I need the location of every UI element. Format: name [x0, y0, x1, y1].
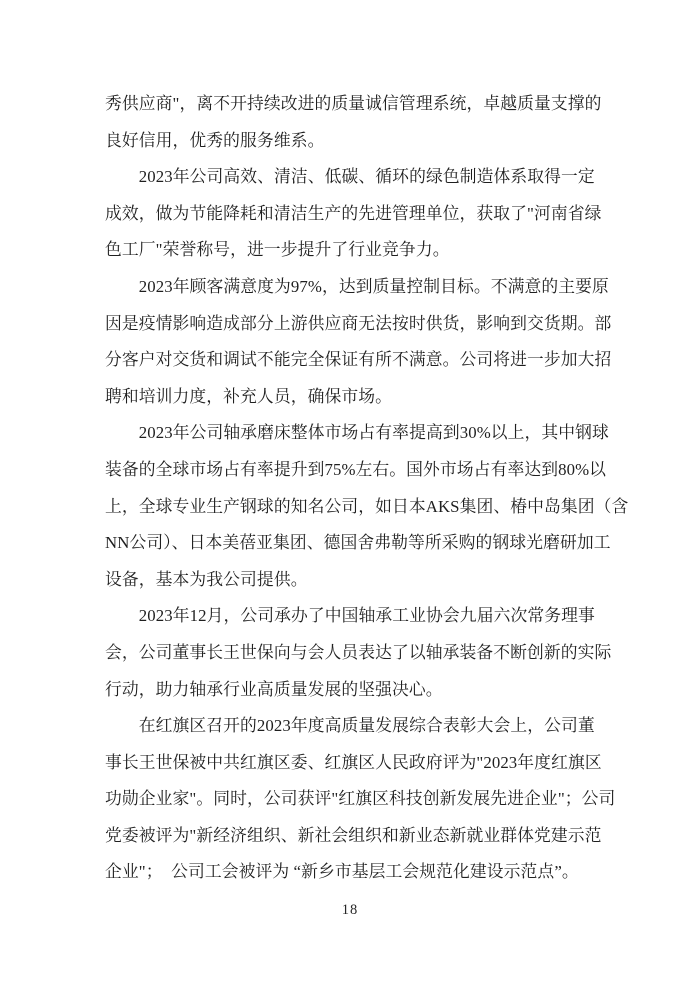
text-line: 会，公司董事长王世保向与会人员表达了以轴承装备不断创新的实际 [105, 642, 612, 662]
body-text [105, 86, 629, 891]
page-number: 18 [341, 902, 359, 918]
text-line: 功勋企业家"。同时，公司获评"红旗区科技创新发展先进企业"；公司 [105, 789, 616, 809]
text-line: 良好信用，优秀的服务维系。 [105, 130, 325, 150]
text-line: 2023年公司轴承磨床整体市场占有率提高到30%以上，其中钢球 [105, 423, 609, 443]
text-line: 分客户对交货和调试不能完全保证有所不满意。公司将进一步加大招 [105, 350, 612, 370]
text-line: NN公司）、日本美蓓亚集团、德国舍弗勒等所采购的钢球光磨研加工 [105, 533, 611, 553]
text-line: 色工厂"荣誉称号，进一步提升了行业竞争力。 [105, 240, 450, 260]
text-line: 设备，基本为我公司提供。 [105, 569, 308, 589]
text-line: 聘和培训力度，补充人员，确保市场。 [105, 386, 392, 406]
text-line: 装备的全球市场占有率提升到75%左右。国外市场占有率达到80%以 [105, 459, 607, 479]
text-line: 企业"； 公司工会被评为 “新乡市基层工会规范化建设示范点”。 [105, 862, 579, 882]
text-line: 党委被评为"新经济组织、新社会组织和新业态新就业群体党建示范 [105, 825, 602, 845]
text-line: 2023年顾客满意度为97%，达到质量控制目标。不满意的主要原 [105, 276, 609, 296]
text-line: 行动，助力轴承行业高质量发展的坚强决心。 [105, 679, 443, 699]
text-line: 事长王世保被中共红旗区委、红旗区人民政府评为"2023年度红旗区 [105, 752, 602, 772]
text-line: 因是疫情影响造成部分上游供应商无法按时供货，影响到交货期。部 [105, 313, 612, 333]
text-line: 上，全球专业生产钢球的知名公司，如日本AKS集团、椿中岛集团（含 [105, 496, 629, 516]
text-line: 在红旗区召开的2023年度高质量发展综合表彰大会上，公司董 [105, 716, 595, 736]
text-line: 秀供应商"，离不开持续改进的质量诚信管理系统，卓越质量支撑的 [105, 94, 602, 113]
text-line: 2023年12月，公司承办了中国轴承工业协会九届六次常务理事 [105, 606, 595, 626]
text-line: 成效，做为节能降耗和清洁生产的先进管理单位，获取了"河南省绿 [105, 203, 602, 223]
text-line: 2023年公司高效、清洁、低碳、循环的绿色制造体系取得一定 [105, 167, 595, 187]
